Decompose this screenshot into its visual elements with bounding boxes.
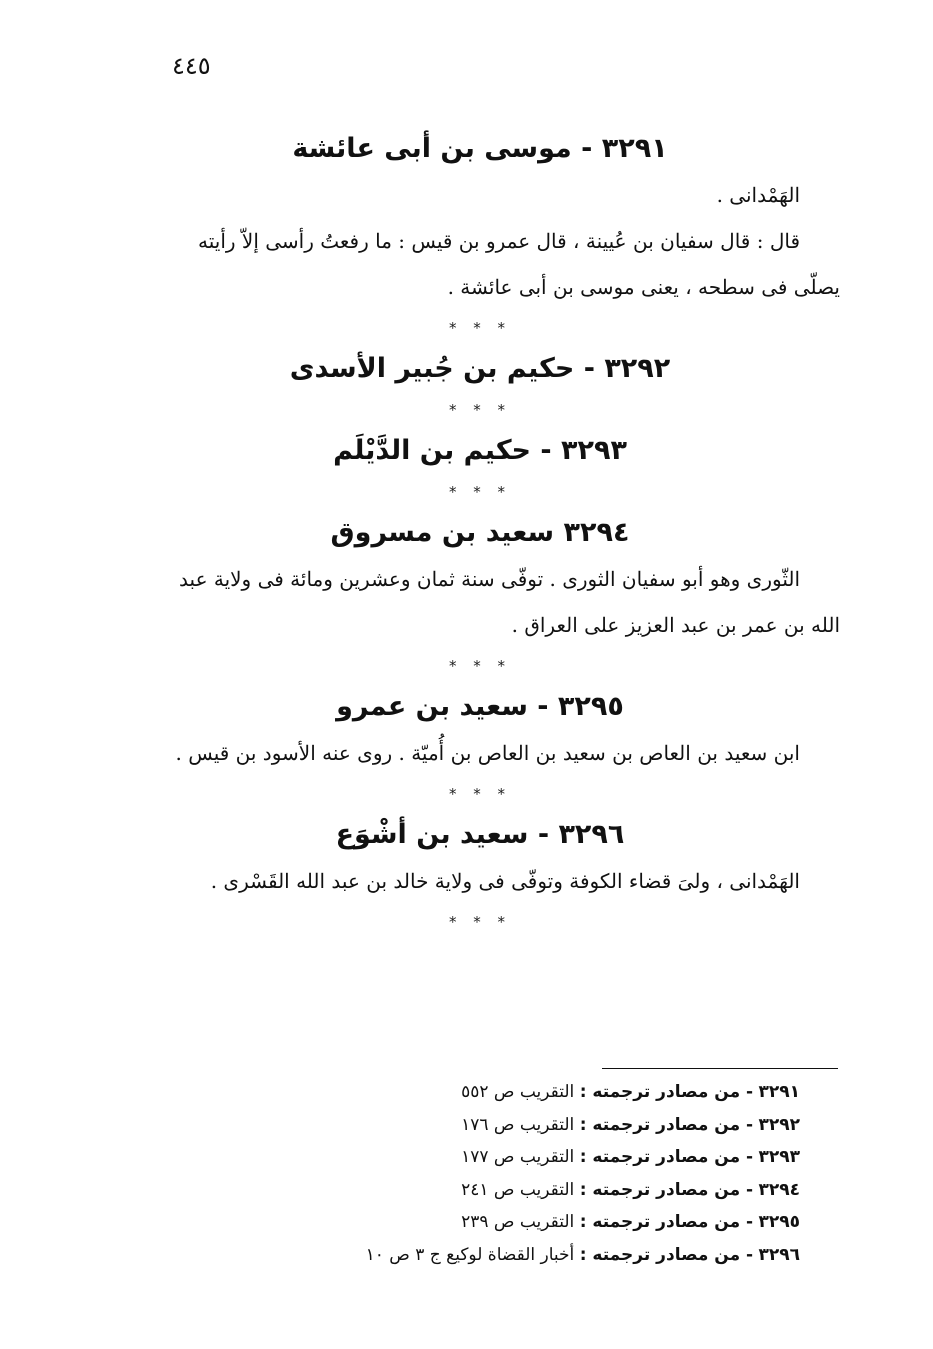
entry-line: ابن سعيد بن العاص بن سعيد بن العاص بن أُميّة . روى عنه الأسود بن قيس . [175,741,800,765]
footnote-item [300,1076,800,1109]
entries-section [120,126,840,940]
entry-line: الله بن عمر بن عبد العزيز على العراق . [511,613,840,637]
footnote-item [300,1174,800,1207]
entry-title: ٣٢٩٣ - حكيم بن الدَّيْلَم [333,435,627,466]
entry-title: ٣٢٩٢ - حكيم بن جُبير الأسدى [289,353,671,384]
footnote-number: ٣٢٩٤ [758,1179,800,1200]
page-number: ٤٤٥ [172,52,211,80]
footnote-label: - من مصادر ترجمته : [579,1179,754,1200]
footnote-number: ٣٢٩٦ [758,1244,800,1265]
separator-stars: * * * [448,785,512,803]
entry-line: يصلّى فى سطحه ، يعنى موسى بن أبى عائشة . [447,275,840,299]
footnotes-section [300,1076,800,1271]
entry-title: ٣٢٩٤ سعيد بن مسروق [330,517,630,548]
entry-title: ٣٢٩٦ - سعيد بن أشْوَع [335,819,625,850]
footnote-item [300,1206,800,1239]
entry-title: ٣٢٩٥ - سعيد بن عمرو [336,691,624,722]
separator-stars: * * * [448,319,512,337]
entry-3295 [120,684,840,776]
footnote-number: ٣٢٩٢ [758,1114,800,1135]
entry-line: الهَمْدانى . [716,183,800,207]
separator-stars: * * * [448,913,512,931]
footnote-number: ٣٢٩٥ [758,1212,800,1232]
entry-3294 [120,510,840,648]
footnote-source: التقريب ص ٢٤١ [461,1179,575,1200]
entry-3291 [120,126,840,310]
separator-stars: * * * [448,401,512,419]
entry-3292 [120,346,840,392]
entry-line: الهَمْدانى ، ولىَ قضاء الكوفة وتوفّى فى ولاية خالد بن عبد الله القَسْرى . [210,869,800,893]
footnote-item [300,1239,800,1272]
footnote-source: أخبار القضاة لوكيع ج ٣ ص ١٠ [365,1244,575,1265]
footnote-item [300,1141,800,1174]
footnote-divider [602,1068,838,1069]
footnote-label: - من مصادر ترجمته : [579,1082,754,1102]
entry-line: الثّورى وهو أبو سفيان الثورى . توفّى سنة ثمان وعشرين ومائة فى ولاية عبد [179,567,800,591]
entry-3296 [120,812,840,904]
footnote-source: التقريب ص ١٧٧ [461,1147,575,1167]
entry-title: ٣٢٩١ - موسى بن أبى عائشة [292,133,668,164]
separator-stars: * * * [448,657,512,675]
entry-line: قال : قال سفيان بن عُيينة ، قال عمرو بن قيس : ما رفعتُ رأسى إلاّ رأيته [198,229,800,253]
footnote-number: ٣٢٩١ [758,1082,800,1102]
footnote-label: - من مصادر ترجمته : [579,1212,754,1232]
footnote-source: التقريب ص ٢٣٩ [461,1212,575,1232]
separator-stars: * * * [448,483,512,501]
footnote-number: ٣٢٩٣ [758,1147,800,1167]
footnote-label: - من مصادر ترجمته : [579,1114,754,1135]
footnote-source: التقريب ص ١٧٦ [461,1114,575,1135]
footnote-label: - من مصادر ترجمته : [579,1147,754,1167]
footnote-label: - من مصادر ترجمته : [579,1244,754,1265]
footnote-source: التقريب ص ٥٥٢ [461,1082,575,1102]
footnote-item [300,1109,800,1142]
entry-3293 [120,428,840,474]
